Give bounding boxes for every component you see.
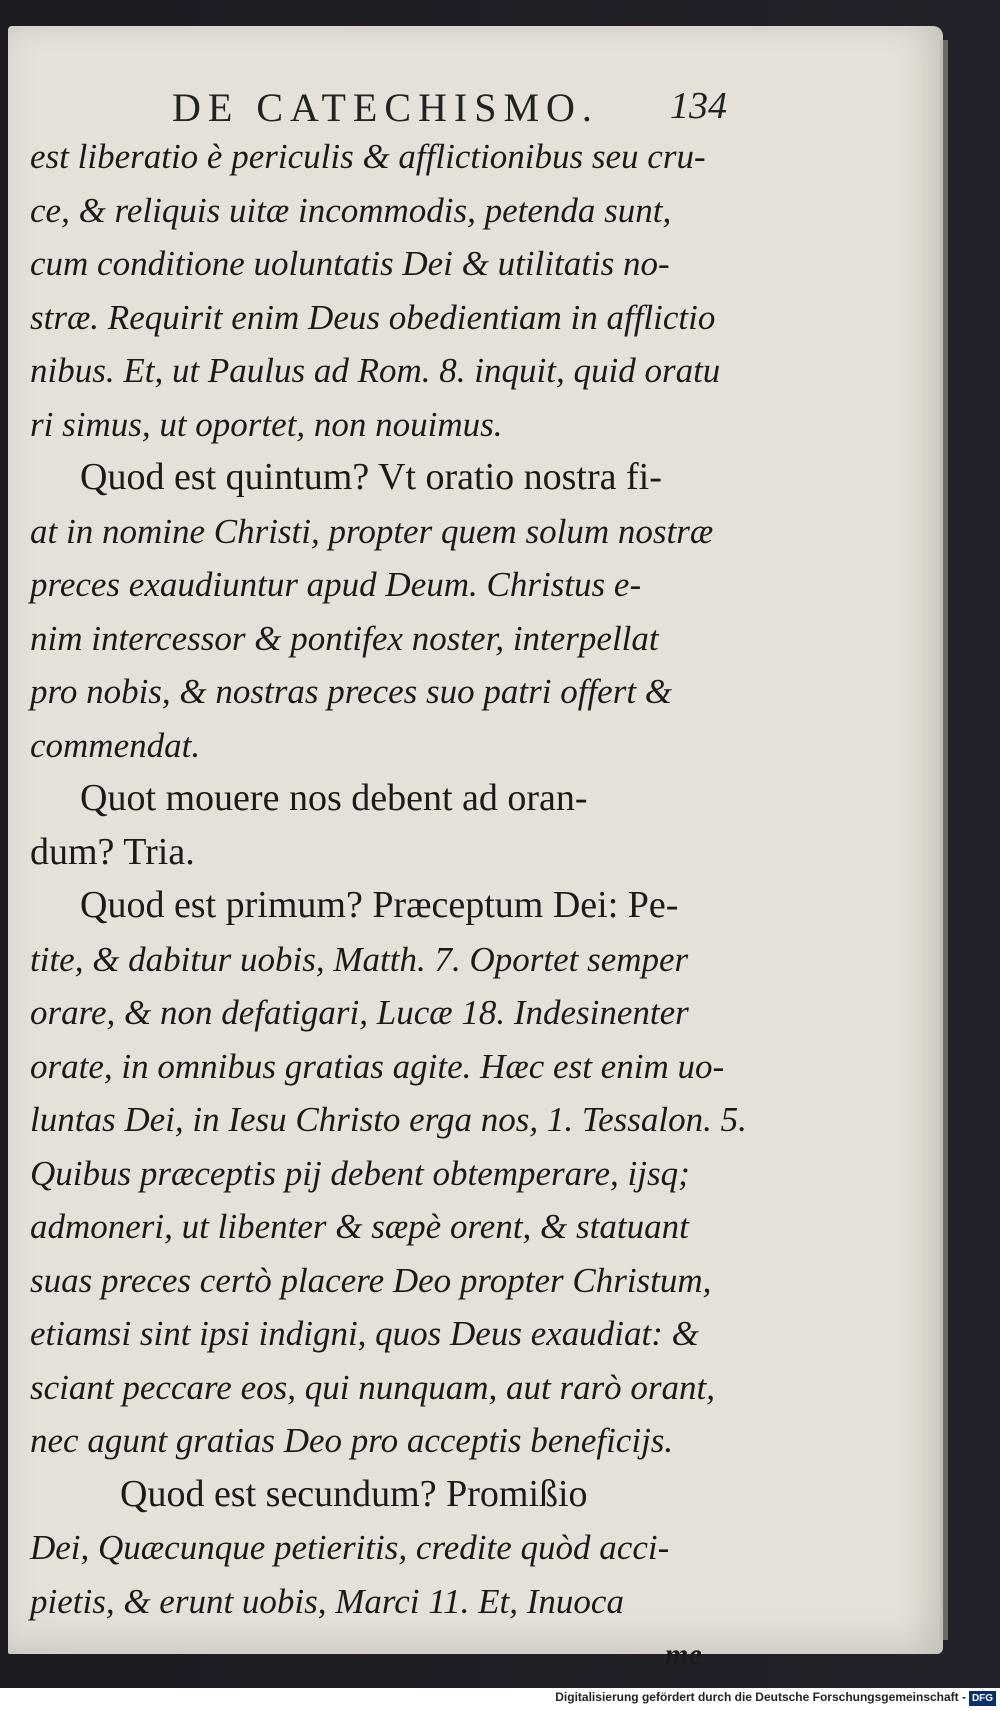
text-line: cum conditione uoluntatis Dei & utilitatis no- [30, 244, 670, 283]
text-line: orate, in omnibus gratias agite. Hæc est enim uo- [30, 1046, 725, 1086]
text-line: commendat. [30, 725, 201, 765]
text-line: admoneri, ut libenter & sæpè orent, & statuant [30, 1207, 689, 1246]
text-line: orare, & non defatigari, Lucæ 18. Indesinenter [30, 993, 689, 1032]
text-line: est liberatio è periculis & afflictionibus seu cru- [30, 137, 706, 176]
text-line: etiamsi sint ipsi indigni, quos Deus exaudiat: & [30, 1314, 699, 1353]
text-line: Quod est quintum? Vt oratio nostra fi- [80, 456, 662, 498]
page-text-block [30, 70, 747, 1682]
text-line: Quibus præceptis pij debent obtemperare, ijsq; [30, 1153, 690, 1193]
funding-credit: Digitalisierung gefördert durch die Deutsche Forschungsgemeinschaft - [555, 1690, 966, 1704]
text-line: nec agunt gratias Deo pro acceptis beneficijs. [30, 1421, 674, 1460]
text-line: pietis, & erunt uobis, Marci 11. Et, Inuoca [30, 1581, 624, 1621]
text-line: nim intercessor & pontifex noster, interpellat [30, 618, 659, 658]
text-line: Quod est primum? Præceptum Dei: Pe- [80, 884, 679, 926]
text-line: suas preces certò placere Deo propter Christum, [30, 1260, 712, 1300]
text-line: ri simus, ut oportet, non nouimus. [30, 404, 503, 444]
text-line: stræ. Requirit enim Deus obedientiam in afflictio [30, 297, 716, 337]
text-line: dum? Tria. [30, 830, 195, 873]
text-line: Quod est secundum? Promißio [120, 1472, 588, 1515]
text-line: luntas Dei, in Iesu Christo erga nos, 1. Tessalon. 5. [30, 1100, 747, 1139]
running-head [30, 70, 730, 130]
running-head-title: DE CATECHISMO. [172, 85, 599, 130]
page-number: 134 [670, 85, 727, 127]
text-line: at in nomine Christi, propter quem solum nostræ [30, 511, 714, 551]
dfg-logo: DFG [969, 1691, 996, 1706]
text-line: preces exaudiuntur apud Deum. Christus e- [30, 565, 642, 604]
text-lines [30, 130, 747, 1682]
catchword: me [665, 1638, 702, 1671]
text-line: Dei, Quæcunque petieritis, credite quòd acci- [30, 1528, 670, 1567]
text-line: sciant peccare eos, qui nunquam, aut rarò orant, [30, 1367, 716, 1407]
text-line: Quot mouere nos debent ad oran- [80, 777, 588, 819]
footer-bar [0, 1688, 1000, 1711]
text-line: ce, & reliquis uitæ incommodis, petenda sunt, [30, 190, 672, 230]
text-line: nibus. Et, ut Paulus ad Rom. 8. inquit, quid oratu [30, 351, 721, 390]
text-line: pro nobis, & nostras preces suo patri offert & [30, 672, 673, 711]
page-edge [940, 40, 948, 1640]
text-line: tite, & dabitur uobis, Matth. 7. Oportet semper [30, 939, 689, 979]
